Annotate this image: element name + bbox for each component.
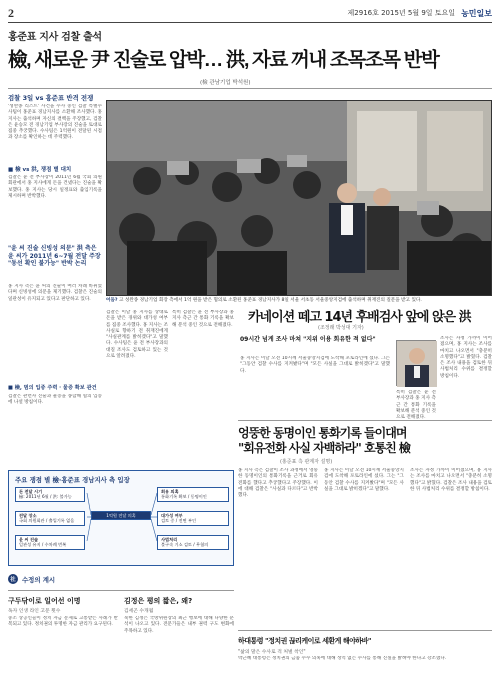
left-subhead-2: ■ 檢, 범의 입증 주력 · 물증 확보 관건: [8, 385, 97, 391]
main-story-sub1: 09시간 넘게 조사 마쳐 "지위 이용 회유한 적 없다": [240, 336, 376, 343]
photo-caption: [106, 298, 492, 304]
masthead-bar: [8, 6, 492, 20]
main-story-text-2: 조사는 자정 가까이 이어졌으며, 홍 지사는 조사를 마치고 나오면서 "충분히 소명했다"고 밝혔다. 검찰은 조사 내용을 검토한 뒤 사법처리 수위를 결정할 방침이다.: [440, 336, 492, 379]
second-story-headline: [238, 426, 410, 456]
middle-col-text-a: 검찰은 이날 홍 지사를 상대로 돈을 받은 경위와 대가성 여부를 집중 조사했다. 홍 지사는 조사실로 향하기 전 취재진에게 "사실관계를 밝히겠다"고 말했다. 수사팀은 윤 전 부사장과의 대질 조사도 검토하고 있는 것으로 알려졌다.: [106, 310, 168, 360]
caption-label: 어둠?: [106, 298, 118, 303]
paper-name: 농민일보: [461, 8, 492, 18]
main-story-text-1: 홍 지사는 이날 오전 10시께 서울중앙지검에 도착해 포토라인에 섰다. 그는 "그동안 검찰 수사를 지켜봤다"며 "모든 사실을 그대로 밝히겠다"고 말했다.: [240, 356, 390, 374]
hong-portrait: [396, 340, 436, 386]
section-title: 홍준표 지사 검찰 출석: [8, 32, 102, 43]
bottom-left-sub: 독자 인생 라인 고문 횟수: [8, 609, 61, 614]
headline-rule: [8, 88, 492, 89]
middle-col-text-b: 특히 검찰은 윤 전 부사장과 홍 지사 측근 간 통화 기록을 확보해 분석 중인 것으로 전해졌다.: [172, 310, 234, 328]
edition-info: 제2916호 2015년 5월 9일 토요일: [347, 9, 456, 17]
left-quote-head: "윤 씨 진술 신빙성 의문" 洪 측은 윤 씨가 2011년 6~7월 전달 주장 "동선 확인 불가능" 반박 논리: [8, 245, 101, 267]
diagram-center-node: 1억원 전달 의혹: [91, 511, 151, 520]
footer-logo-row: [8, 572, 234, 586]
left-lead-label: 검찰 3일 vs 홍준표 반격 전쟁: [8, 94, 94, 102]
bottom-mid-sub: 김세곤 수개월: [124, 609, 154, 614]
diagram-node-5: 대가성 여부 검토 중 / 전면 부인: [157, 511, 229, 526]
portrait-illustration: [397, 341, 437, 387]
caption-text: 고 성완종 경남기업 회장 측에서 1억 원을 받은 혐의로 소환된 홍준표 경남지사가 8일 서울 서초동 서울중앙지검에 출석하며 취재진의 질문을 받고 있다.: [119, 298, 422, 303]
diagram-node-3: 윤 씨 진술 일관성 유지 / 수차례 번복: [15, 535, 85, 550]
main-story-text-3: 특히 검찰은 윤 전 부사장과 홍 지사 측근 간 통화 기록을 확보해 분석 중인 것으로 전해졌다.: [396, 390, 436, 421]
bottom-right-text: 박근혜 대통령은 정치권의 금품 수수 의혹에 대해 성역 없는 수사를 통해 진실을 밝혀야 한다고 강조했다.: [238, 656, 447, 661]
headline-byline: (檢 관남기업 박석원): [200, 80, 251, 86]
second-story-byline: (홍준표 측 관계자 설명): [280, 459, 333, 465]
page-headline: 檢, 새로운 尹 진술로 압박… 洪, 자료 꺼내 조목조목 반박: [8, 49, 439, 71]
left-para-4: 검찰은 관련자 진술과 물증을 종합해 혐의 입증에 나설 방침이다.: [8, 394, 102, 406]
diagram-node-2: 전달 장소 국회 의원회관 / 출입기록 없음: [15, 511, 85, 526]
page-number: 2: [8, 5, 14, 20]
bottom-right-rule: [238, 630, 492, 631]
left-para-2: 검찰은 윤 전 부사장이 2011년 6월 국회 의원회관에서 홍 지사에게 돈을 건넸다는 진술을 확보했다. 홍 지사는 당시 일정표와 출입기록을 제시하며 반박했다.: [8, 175, 102, 199]
bottom-right-headline: 하대통령 "정치권 끊리케이로 세환게 해야하바": [238, 637, 372, 645]
diagram-node-6: 사법처리 불구속 기소 검토 / 무혐의: [157, 535, 229, 550]
bottom-left-text: 중소 상공인들이 정치 자금 문제로 고통받는 사례가 반복되고 있다. 정치권의 투명한 자금 관리가 요구된다.: [8, 616, 118, 628]
left-para-1: '성완종 리스트' 사건을 수사 중인 검찰 특별수사팀이 홍준표 경남지사를 소환해 조사했다. 홍 지사는 출석하며 자신의 결백을 주장했고, 검찰은 윤승모 전 경남기업 부사장의 진술을 토대로 집중 추궁했다. 수사팀은 1억원이 전달된 시점과 장소를 확인하는 데 주력했다.: [8, 104, 102, 141]
bottom-mid-text: 북한 김정은 국방위원장의 최근 행보에 대해 다양한 분석이 나오고 있다. 전문가들은 내부 권력 구도 변화에 주목하고 있다.: [124, 616, 234, 634]
masthead-rule: [8, 22, 492, 23]
issues-diagram: [8, 470, 234, 566]
footer-logo-mark: 社: [8, 574, 18, 584]
left-subhead-1: ■ 檢 vs 洪, 쟁점 별 대치: [8, 167, 72, 173]
bottom-left-title: 구두닦이로 일어선 이명: [8, 597, 81, 605]
diagram-node-1: 돈 전달 시기 檢: 2011년 6월 / 洪: 불가능: [15, 487, 85, 502]
left-para-3: 홍 지사 측은 윤 씨의 진술이 여러 차례 바뀌었다며 신빙성에 의문을 제기했다. 검찰은 진술의 일관성이 유지되고 있다고 판단하고 있다.: [8, 284, 102, 302]
second-story-text-b: 홍 지사는 이날 오전 10시께 서울중앙지검에 도착해 포토라인에 섰다. 그는 "그동안 검찰 수사를 지켜봤다"며 "모든 사실을 그대로 밝히겠다"고 말했다.: [324, 468, 404, 492]
main-story-headline: 카네이션 떼고 14년 후배검사 앞에 앉은 洪: [248, 310, 471, 325]
footer-logo-label: 수정의 계시: [22, 575, 56, 584]
main-story-byline: (조정래 박성대 기자): [318, 325, 364, 331]
footer-rule: [8, 590, 234, 591]
diagram-title: 주요 쟁점 별 檢·홍준표 경남지사 측 입장: [15, 476, 130, 484]
crowd-photo-illustration: [107, 101, 492, 296]
second-story-rule: [238, 420, 492, 421]
second-story-text-a: 홍 지사 측은 검찰이 조사 과정에서 엉뚱한 동명이인의 통화기록을 근거로 회유 전화를 했다고 추궁했다고 주장했다. 이에 대해 검찰은 "사실과 다르다"고 반박했다.: [238, 468, 318, 499]
second-story-headline-line2: "회유전화 사실 자백하라" 호통친 檢: [238, 441, 410, 455]
bottom-mid-title: 김정은 평의 짧은, 왜?: [124, 597, 193, 605]
news-photo: [106, 100, 492, 296]
second-story-headline-line1: 엉뚱한 동명이인 통화기록 들이대며: [238, 426, 407, 440]
diagram-node-4: 회유 의혹 통화기록 확보 / 동명이인: [157, 487, 229, 502]
diagram-connectors: [9, 471, 235, 567]
bottom-right-sub: "삶의 말은 수사로 격 처벌 착인": [238, 650, 306, 655]
second-story-text-c: 조사는 자정 가까이 이어졌으며, 홍 지사는 조사를 마치고 나오면서 "충분히 소명했다"고 밝혔다. 검찰은 조사 내용을 검토한 뒤 사법처리 수위를 결정할 방침이다.: [410, 468, 492, 492]
